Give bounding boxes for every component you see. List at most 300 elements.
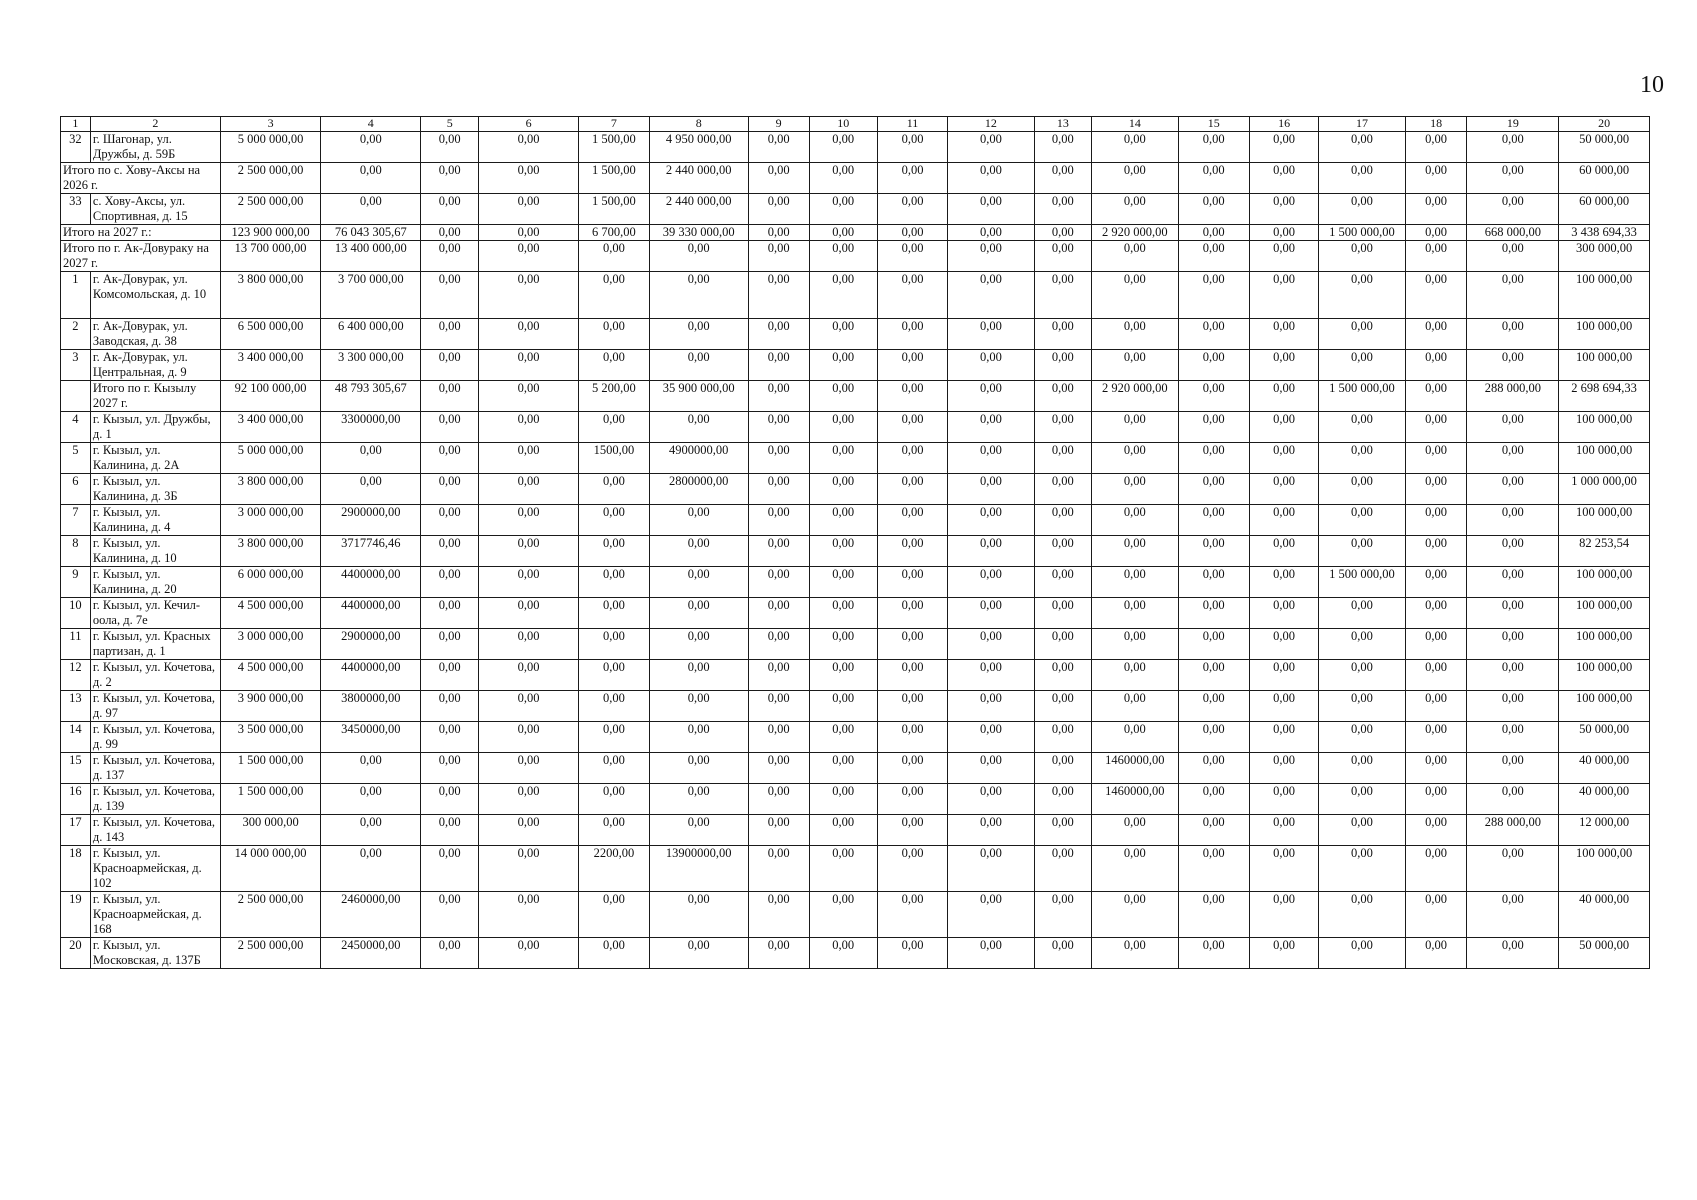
table-row	[61, 784, 1650, 815]
cell-value: 0,00	[877, 660, 947, 691]
column-number: 3	[220, 117, 320, 132]
cell-value: 0,00	[1319, 350, 1405, 381]
cell-value: 0,00	[948, 846, 1034, 892]
cell-value: 0,00	[1467, 474, 1559, 505]
cell-value: 0,00	[748, 784, 809, 815]
cell-value: 0,00	[479, 132, 579, 163]
cell-value: 0,00	[948, 225, 1034, 241]
cell-value: 0,00	[1319, 753, 1405, 784]
row-name: г. Ак-Довурак, ул. Комсомольская, д. 10	[90, 272, 220, 319]
cell-value: 0,00	[1467, 892, 1559, 938]
cell-value: 0,00	[479, 753, 579, 784]
cell-value: 3 800 000,00	[220, 474, 320, 505]
cell-value: 0,00	[421, 629, 479, 660]
cell-value: 0,00	[1249, 194, 1318, 225]
table-body	[61, 117, 1650, 969]
row-name: г. Кызыл, ул. Московская, д. 137Б	[90, 938, 220, 969]
row-name: г. Кызыл, ул. Кочетова, д. 97	[90, 691, 220, 722]
cell-value: 0,00	[877, 225, 947, 241]
cell-value: 0,00	[748, 505, 809, 536]
cell-value: 0,00	[877, 505, 947, 536]
cell-value: 0,00	[1178, 815, 1249, 846]
cell-value: 0,00	[1319, 272, 1405, 319]
cell-value: 0,00	[748, 598, 809, 629]
cell-value: 0,00	[1405, 629, 1467, 660]
cell-value: 0,00	[1249, 474, 1318, 505]
cell-value: 0,00	[748, 722, 809, 753]
cell-value: 2 920 000,00	[1092, 225, 1178, 241]
cell-value: 0,00	[579, 660, 649, 691]
cell-value: 40 000,00	[1559, 892, 1650, 938]
row-name: г. Кызыл, ул. Дружбы, д. 1	[90, 412, 220, 443]
cell-value: 0,00	[1092, 474, 1178, 505]
cell-value: 0,00	[649, 815, 748, 846]
cell-value: 40 000,00	[1559, 784, 1650, 815]
cell-value: 0,00	[877, 443, 947, 474]
row-name: г. Кызыл, ул. Кечил-оола, д. 7е	[90, 598, 220, 629]
cell-value: 0,00	[1405, 350, 1467, 381]
cell-value: 0,00	[1405, 443, 1467, 474]
column-number: 5	[421, 117, 479, 132]
row-number: 19	[61, 892, 91, 938]
cell-value: 0,00	[1249, 381, 1318, 412]
cell-value: 0,00	[1178, 567, 1249, 598]
cell-value: 0,00	[649, 691, 748, 722]
column-number: 7	[579, 117, 649, 132]
cell-value: 0,00	[948, 629, 1034, 660]
column-number: 18	[1405, 117, 1467, 132]
cell-value: 0,00	[1249, 272, 1318, 319]
table-row	[61, 536, 1650, 567]
cell-value: 0,00	[1034, 815, 1092, 846]
cell-value: 0,00	[1178, 660, 1249, 691]
cell-value: 0,00	[1319, 691, 1405, 722]
cell-value: 0,00	[321, 163, 421, 194]
cell-value: 2900000,00	[321, 629, 421, 660]
cell-value: 0,00	[748, 132, 809, 163]
row-number: 2	[61, 319, 91, 350]
cell-value: 288 000,00	[1467, 815, 1559, 846]
cell-value: 0,00	[1178, 272, 1249, 319]
cell-value: 1 500 000,00	[1319, 381, 1405, 412]
cell-value: 0,00	[948, 722, 1034, 753]
cell-value: 0,00	[1467, 567, 1559, 598]
cell-value: 0,00	[948, 319, 1034, 350]
cell-value: 13 700 000,00	[220, 241, 320, 272]
cell-value: 5 200,00	[579, 381, 649, 412]
cell-value: 0,00	[809, 474, 877, 505]
cell-value: 0,00	[948, 598, 1034, 629]
row-number: 11	[61, 629, 91, 660]
cell-value: 0,00	[1034, 536, 1092, 567]
cell-value: 0,00	[1249, 660, 1318, 691]
cell-value: 0,00	[421, 132, 479, 163]
cell-value: 0,00	[877, 412, 947, 443]
cell-value: 0,00	[809, 132, 877, 163]
cell-value: 0,00	[948, 163, 1034, 194]
cell-value: 0,00	[877, 846, 947, 892]
cell-value: 0,00	[809, 892, 877, 938]
cell-value: 0,00	[1034, 722, 1092, 753]
table-row	[61, 691, 1650, 722]
cell-value: 123 900 000,00	[220, 225, 320, 241]
cell-value: 0,00	[1467, 722, 1559, 753]
table-row	[61, 241, 1650, 272]
cell-value: 0,00	[748, 381, 809, 412]
cell-value: 0,00	[809, 381, 877, 412]
cell-value: 0,00	[421, 241, 479, 272]
cell-value: 0,00	[748, 350, 809, 381]
cell-value: 0,00	[748, 474, 809, 505]
cell-value: 0,00	[1405, 132, 1467, 163]
cell-value: 0,00	[1178, 629, 1249, 660]
cell-value: 3 800 000,00	[220, 536, 320, 567]
cell-value: 6 700,00	[579, 225, 649, 241]
cell-value: 0,00	[1249, 412, 1318, 443]
row-name: Итого по г. Ак-Довураку на 2027 г.	[61, 241, 221, 272]
row-number: 20	[61, 938, 91, 969]
cell-value: 0,00	[421, 567, 479, 598]
cell-value: 0,00	[321, 194, 421, 225]
cell-value: 0,00	[877, 163, 947, 194]
cell-value: 0,00	[1178, 350, 1249, 381]
cell-value: 0,00	[1092, 505, 1178, 536]
table-row	[61, 629, 1650, 660]
cell-value: 0,00	[1467, 443, 1559, 474]
cell-value: 0,00	[877, 381, 947, 412]
cell-value: 14 000 000,00	[220, 846, 320, 892]
cell-value: 4400000,00	[321, 598, 421, 629]
cell-value: 50 000,00	[1559, 132, 1650, 163]
cell-value: 3 400 000,00	[220, 350, 320, 381]
cell-value: 0,00	[1467, 753, 1559, 784]
row-name: г. Кызыл, ул. Кочетова, д. 137	[90, 753, 220, 784]
cell-value: 0,00	[421, 784, 479, 815]
row-name: Итого на 2027 г.:	[61, 225, 221, 241]
cell-value: 0,00	[579, 722, 649, 753]
cell-value: 0,00	[1034, 598, 1092, 629]
table-row	[61, 132, 1650, 163]
row-number: 8	[61, 536, 91, 567]
cell-value: 0,00	[748, 412, 809, 443]
cell-value: 2 500 000,00	[220, 938, 320, 969]
cell-value: 0,00	[1092, 319, 1178, 350]
cell-value: 0,00	[1405, 598, 1467, 629]
cell-value: 0,00	[1034, 660, 1092, 691]
cell-value: 0,00	[321, 443, 421, 474]
cell-value: 0,00	[421, 163, 479, 194]
cell-value: 0,00	[1249, 536, 1318, 567]
cell-value: 0,00	[649, 938, 748, 969]
cell-value: 0,00	[1034, 412, 1092, 443]
cell-value: 0,00	[1034, 629, 1092, 660]
cell-value: 3800000,00	[321, 691, 421, 722]
row-number: 15	[61, 753, 91, 784]
cell-value: 0,00	[748, 194, 809, 225]
cell-value: 0,00	[649, 350, 748, 381]
cell-value: 0,00	[421, 815, 479, 846]
table-row	[61, 938, 1650, 969]
cell-value: 0,00	[877, 722, 947, 753]
cell-value: 0,00	[1249, 241, 1318, 272]
cell-value: 0,00	[877, 691, 947, 722]
cell-value: 0,00	[1034, 505, 1092, 536]
cell-value: 0,00	[579, 412, 649, 443]
cell-value: 6 000 000,00	[220, 567, 320, 598]
cell-value: 0,00	[1092, 163, 1178, 194]
row-number: 4	[61, 412, 91, 443]
column-number: 9	[748, 117, 809, 132]
cell-value: 0,00	[649, 567, 748, 598]
cell-value: 76 043 305,67	[321, 225, 421, 241]
cell-value: 0,00	[877, 194, 947, 225]
row-name: г. Кызыл, ул. Красноармейская, д. 168	[90, 892, 220, 938]
cell-value: 40 000,00	[1559, 753, 1650, 784]
cell-value: 4400000,00	[321, 567, 421, 598]
table-row	[61, 350, 1650, 381]
cell-value: 0,00	[1405, 474, 1467, 505]
cell-value: 12 000,00	[1559, 815, 1650, 846]
cell-value: 0,00	[1467, 132, 1559, 163]
cell-value: 0,00	[1092, 412, 1178, 443]
row-number: 13	[61, 691, 91, 722]
cell-value: 0,00	[421, 536, 479, 567]
cell-value: 0,00	[1092, 629, 1178, 660]
cell-value: 0,00	[479, 691, 579, 722]
column-number: 8	[649, 117, 748, 132]
cell-value: 0,00	[809, 567, 877, 598]
cell-value: 0,00	[1249, 892, 1318, 938]
row-number: 16	[61, 784, 91, 815]
cell-value: 0,00	[421, 272, 479, 319]
cell-value: 0,00	[1405, 753, 1467, 784]
cell-value: 0,00	[479, 319, 579, 350]
cell-value: 0,00	[1178, 443, 1249, 474]
cell-value: 0,00	[1092, 194, 1178, 225]
cell-value: 0,00	[479, 598, 579, 629]
cell-value: 0,00	[1034, 892, 1092, 938]
cell-value: 0,00	[1405, 194, 1467, 225]
cell-value: 0,00	[1319, 536, 1405, 567]
column-number: 11	[877, 117, 947, 132]
cell-value: 0,00	[809, 272, 877, 319]
cell-value: 0,00	[321, 815, 421, 846]
cell-value: 6 500 000,00	[220, 319, 320, 350]
table-row	[61, 567, 1650, 598]
cell-value: 0,00	[1405, 691, 1467, 722]
cell-value: 0,00	[809, 815, 877, 846]
cell-value: 0,00	[748, 272, 809, 319]
budget-table	[60, 116, 1650, 969]
row-name: Итого по г. Кызылу 2027 г.	[90, 381, 220, 412]
cell-value: 0,00	[421, 225, 479, 241]
cell-value: 0,00	[948, 784, 1034, 815]
cell-value: 0,00	[1178, 846, 1249, 892]
cell-value: 4 500 000,00	[220, 660, 320, 691]
cell-value: 0,00	[748, 163, 809, 194]
cell-value: 0,00	[809, 412, 877, 443]
row-name: г. Кызыл, ул. Калинина, д. 10	[90, 536, 220, 567]
cell-value: 1460000,00	[1092, 753, 1178, 784]
cell-value: 0,00	[1467, 241, 1559, 272]
row-number: 12	[61, 660, 91, 691]
cell-value: 0,00	[1092, 691, 1178, 722]
row-number: 33	[61, 194, 91, 225]
cell-value: 0,00	[1178, 722, 1249, 753]
cell-value: 0,00	[1467, 629, 1559, 660]
cell-value: 0,00	[649, 722, 748, 753]
table-row	[61, 163, 1650, 194]
cell-value: 0,00	[649, 660, 748, 691]
table-row	[61, 412, 1650, 443]
cell-value: 0,00	[877, 536, 947, 567]
cell-value: 39 330 000,00	[649, 225, 748, 241]
cell-value: 0,00	[748, 815, 809, 846]
cell-value: 3 400 000,00	[220, 412, 320, 443]
cell-value: 0,00	[1319, 629, 1405, 660]
cell-value: 0,00	[1467, 938, 1559, 969]
column-number-row	[61, 117, 1650, 132]
cell-value: 0,00	[1319, 241, 1405, 272]
cell-value: 0,00	[1034, 938, 1092, 969]
row-name: г. Кызыл, ул. Калинина, д. 2А	[90, 443, 220, 474]
cell-value: 3 300 000,00	[321, 350, 421, 381]
cell-value: 0,00	[809, 753, 877, 784]
cell-value: 0,00	[948, 272, 1034, 319]
cell-value: 0,00	[948, 892, 1034, 938]
cell-value: 100 000,00	[1559, 691, 1650, 722]
cell-value: 0,00	[579, 598, 649, 629]
cell-value: 0,00	[809, 163, 877, 194]
cell-value: 100 000,00	[1559, 319, 1650, 350]
cell-value: 0,00	[948, 505, 1034, 536]
column-number: 2	[90, 117, 220, 132]
cell-value: 0,00	[1034, 443, 1092, 474]
cell-value: 0,00	[1405, 163, 1467, 194]
row-number	[61, 381, 91, 412]
table-row	[61, 598, 1650, 629]
cell-value: 0,00	[1034, 132, 1092, 163]
cell-value: 0,00	[948, 350, 1034, 381]
cell-value: 0,00	[1319, 474, 1405, 505]
cell-value: 0,00	[877, 272, 947, 319]
cell-value: 3 000 000,00	[220, 505, 320, 536]
cell-value: 0,00	[579, 474, 649, 505]
cell-value: 0,00	[948, 381, 1034, 412]
cell-value: 0,00	[1178, 474, 1249, 505]
cell-value: 0,00	[1467, 691, 1559, 722]
cell-value: 0,00	[649, 319, 748, 350]
cell-value: 0,00	[1319, 892, 1405, 938]
cell-value: 0,00	[649, 892, 748, 938]
cell-value: 0,00	[1092, 350, 1178, 381]
cell-value: 0,00	[1092, 722, 1178, 753]
row-number: 6	[61, 474, 91, 505]
table-row	[61, 272, 1650, 319]
row-name: г. Кызыл, ул. Кочетова, д. 143	[90, 815, 220, 846]
cell-value: 0,00	[1178, 505, 1249, 536]
cell-value: 6 400 000,00	[321, 319, 421, 350]
cell-value: 0,00	[1034, 753, 1092, 784]
cell-value: 0,00	[1249, 691, 1318, 722]
cell-value: 0,00	[579, 350, 649, 381]
cell-value: 0,00	[877, 241, 947, 272]
cell-value: 0,00	[421, 505, 479, 536]
cell-value: 0,00	[948, 443, 1034, 474]
row-name: г. Кызыл, ул. Калинина, д. 4	[90, 505, 220, 536]
cell-value: 0,00	[579, 629, 649, 660]
cell-value: 0,00	[748, 241, 809, 272]
cell-value: 0,00	[579, 272, 649, 319]
cell-value: 0,00	[479, 163, 579, 194]
cell-value: 0,00	[479, 272, 579, 319]
table-row	[61, 381, 1650, 412]
cell-value: 0,00	[1178, 163, 1249, 194]
cell-value: 0,00	[579, 319, 649, 350]
row-name: г. Кызыл, ул. Кочетова, д. 99	[90, 722, 220, 753]
cell-value: 0,00	[809, 536, 877, 567]
cell-value: 0,00	[1405, 272, 1467, 319]
cell-value: 0,00	[649, 598, 748, 629]
cell-value: 0,00	[1034, 241, 1092, 272]
row-number: 14	[61, 722, 91, 753]
cell-value: 0,00	[321, 784, 421, 815]
cell-value: 0,00	[877, 567, 947, 598]
cell-value: 300 000,00	[1559, 241, 1650, 272]
cell-value: 4 950 000,00	[649, 132, 748, 163]
cell-value: 0,00	[1249, 567, 1318, 598]
cell-value: 0,00	[809, 722, 877, 753]
cell-value: 0,00	[479, 660, 579, 691]
cell-value: 0,00	[809, 938, 877, 969]
cell-value: 0,00	[1319, 784, 1405, 815]
cell-value: 0,00	[1405, 938, 1467, 969]
cell-value: 50 000,00	[1559, 938, 1650, 969]
cell-value: 0,00	[579, 892, 649, 938]
table-row	[61, 474, 1650, 505]
cell-value: 0,00	[948, 536, 1034, 567]
cell-value: 0,00	[479, 350, 579, 381]
cell-value: 0,00	[479, 815, 579, 846]
cell-value: 0,00	[479, 381, 579, 412]
cell-value: 0,00	[1319, 194, 1405, 225]
cell-value: 0,00	[1405, 815, 1467, 846]
cell-value: 1 500 000,00	[220, 784, 320, 815]
cell-value: 0,00	[748, 629, 809, 660]
cell-value: 0,00	[1405, 241, 1467, 272]
cell-value: 0,00	[1249, 132, 1318, 163]
cell-value: 0,00	[1092, 241, 1178, 272]
cell-value: 2 440 000,00	[649, 194, 748, 225]
row-name: г. Ак-Довурак, ул. Заводская, д. 38	[90, 319, 220, 350]
cell-value: 0,00	[877, 319, 947, 350]
cell-value: 0,00	[877, 784, 947, 815]
cell-value: 0,00	[1249, 815, 1318, 846]
cell-value: 0,00	[1405, 225, 1467, 241]
cell-value: 0,00	[1249, 443, 1318, 474]
cell-value: 0,00	[579, 815, 649, 846]
cell-value: 0,00	[421, 691, 479, 722]
column-number: 1	[61, 117, 91, 132]
cell-value: 3300000,00	[321, 412, 421, 443]
cell-value: 0,00	[1178, 319, 1249, 350]
cell-value: 3 700 000,00	[321, 272, 421, 319]
cell-value: 0,00	[421, 443, 479, 474]
cell-value: 0,00	[948, 660, 1034, 691]
table-row	[61, 815, 1650, 846]
cell-value: 0,00	[948, 753, 1034, 784]
cell-value: 100 000,00	[1559, 629, 1650, 660]
